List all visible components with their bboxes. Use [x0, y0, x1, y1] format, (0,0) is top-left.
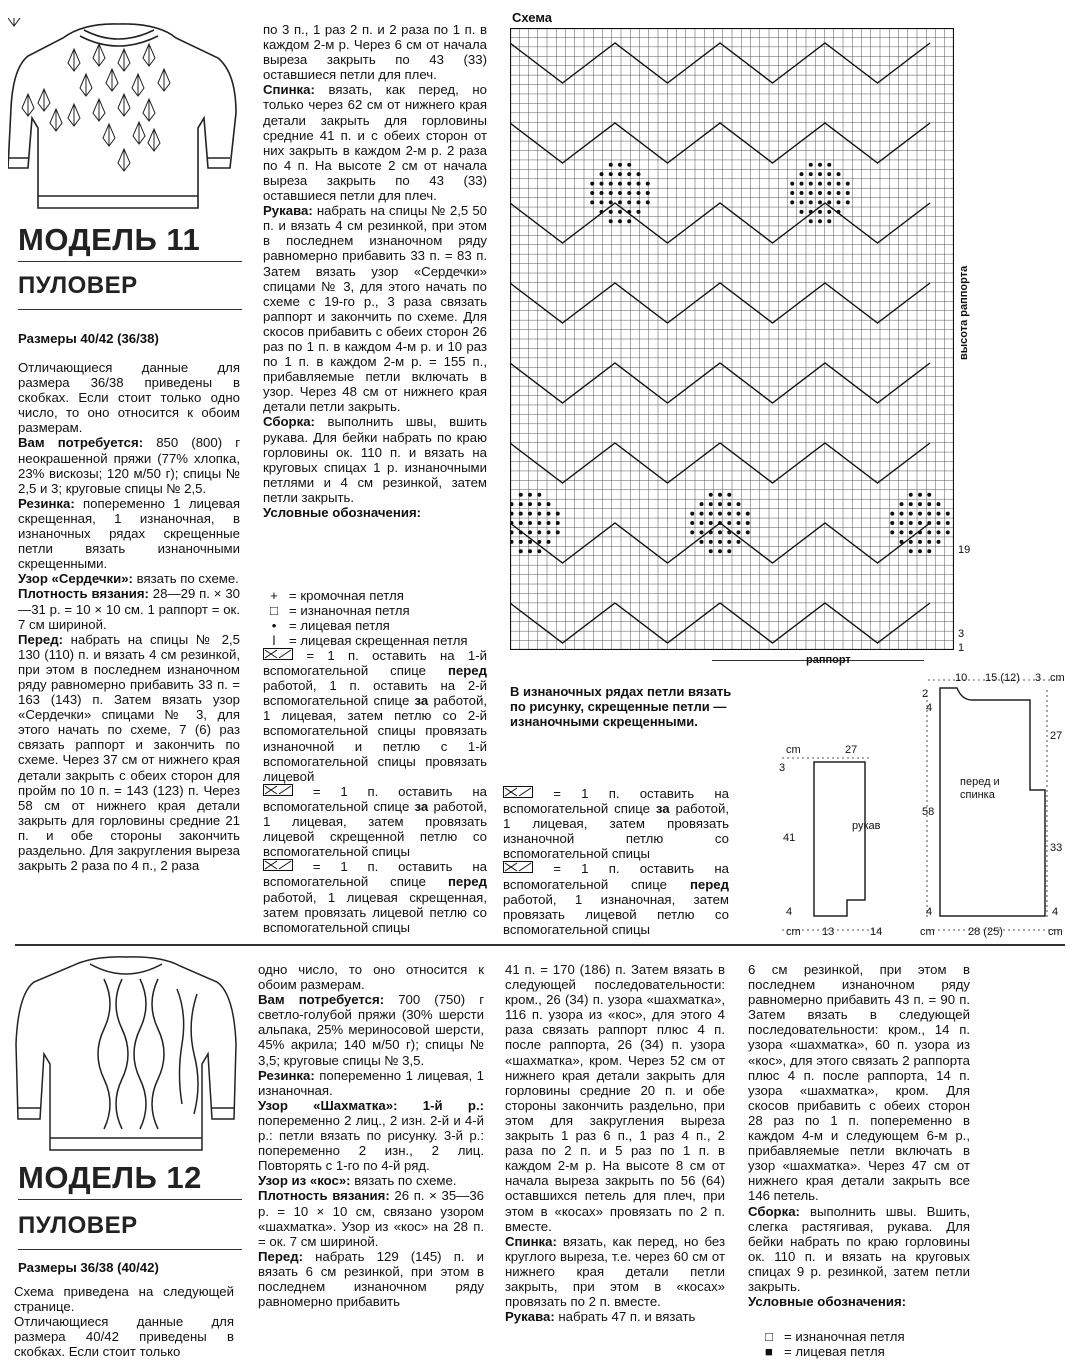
legend-symbol-icon: ■	[765, 1344, 773, 1360]
legend-symbol-icon: +	[270, 588, 278, 603]
dim-body-bottom-cm: cm	[920, 926, 935, 938]
model-11-col2-paragraph: Спинка: вязать, как перед, но только через 62 см от нижнего края детали закрыть для горловины средние 41 п. и с обеих сторон от них закрыть в каждом 2-м р. 2 раза по 4 п. На высоте 2 см от начала выреза закрыть по 43 (33) оставшиеся петли для плеч.	[263, 82, 487, 204]
legend-text: = изнаночная петля	[784, 1329, 905, 1344]
model-11-legend-row	[263, 603, 487, 618]
model-12-col3-paragraph: Спинка: вязать, как перед, но без круглого выреза, т.е. через 60 см от нижнего края детали петли закрыть, при этом в «косах» провязать по 2 п. вместе.	[505, 1233, 725, 1310]
model-11-title-rule	[18, 261, 242, 262]
cable-legend-paragraph: = 1 п. оставить на 1-й вспомогательной спице перед работой, 1 п. оставить на 2-й вспомогательной спице за работой, 1 лицевая, затем петлю со 2-й вспомогательной спицы провязать изнаночной и петлю с 1-й вспомогательной спицы провязать лицевой	[263, 648, 487, 784]
model-11-legend	[263, 588, 487, 648]
cable-symbol-icon	[263, 859, 293, 871]
dim-top-3: 3	[1035, 672, 1042, 684]
dim-top-10: 10	[955, 672, 968, 684]
model-12-col2-paragraph: Узор из «кос»: вязать по схеме.	[258, 1173, 457, 1189]
model-12-sizes: Размеры 36/38 (40/42)	[18, 1260, 159, 1275]
section-divider	[15, 944, 1065, 946]
dim-sleeve-cm: cm	[786, 744, 801, 756]
model-12-col4-paragraph: Сборка: выполнить швы. Вшить, слегка растягивая, рукава. Для бейки набрать по краю горловины ок. 110 п. и вязать на круговых спицах 9 р. резинкой, затем петли закрыть.	[748, 1203, 970, 1294]
model-11-col1-paragraph: Вам потребуется: 850 (800) г неокрашенной пряжи (77% хлопка, 23% вискозы; 120 м/50 г); спицы № 2,5 и 3; круговые спицы № 2,5.	[18, 435, 241, 496]
model-11-sizes: Размеры 40/42 (36/38)	[18, 331, 159, 346]
model-11-subtitle-rule	[18, 309, 242, 310]
cable-legend-paragraph: = 1 п. оставить на вспомогательной спице за работой, 1 лицевая, затем провязать изнаночной петлю со вспомогательной спицы	[503, 786, 729, 862]
model-12-legend	[758, 1329, 978, 1359]
model-12-col2-paragraph: одно число, то оно относится к обоим размерам.	[258, 962, 484, 993]
cable-symbol-icon	[263, 784, 293, 796]
model-12-col2-paragraph: Вам потребуется: 700 (750) г светло-голубой пряжи (30% шерсти альпака, 25% мериносовой шерсти, 45% акрила; 140 м/50 г); спицы № 3,5; круговые спицы № 3,5.	[258, 992, 485, 1068]
model-12-column-1	[14, 1284, 234, 1359]
cable-symbol-icon	[263, 648, 293, 660]
dim-body-top-left-4: 4	[926, 702, 933, 714]
model-11-col2-paragraph: Сборка: выполнить швы, вшить рукава. Для бейки набрать по краю горловины ок. 110 п. и вязать на круговых спицах 1 р. изнаночными петлями и 4 см резинкой, затем петли закрыть.	[263, 414, 487, 505]
model-11-column-2	[263, 22, 487, 520]
scheme-note: В изнаночных рядах петли вязать по рисунку, скрещенные петли — изнаночными скрещенными.	[510, 684, 732, 729]
dim-sleeve-top: 27	[845, 744, 858, 756]
dim-top-15: 15 (12)	[985, 672, 1020, 684]
cable-legend-paragraph: = 1 п. оставить на вспомогательной спице перед работой, 1 изнаночная, затем провязать лицевой петлю со вспомогательной спицы	[503, 861, 729, 937]
model-12-col4-paragraph: 6 см резинкой, при этом в последнем изнаночном ряду равномерно прибавить 43 п. = 90 п. Затем вязать в следующей последовательности: кром., 14 п. узора «шахматка», 60 п. узора из «кос», для этого связать 2 раппорта плюс 4 п. после раппорта, 14 п. узора «шахматка», кром. Для скосов прибавить с обеих сторон 28 раз по 1 п. попеременно в каждом 4-м и следующем 6-м р., прибавляемые петли включать в узор «шахматка». Через 47 см от нижнего края детали закрыть все 146 петель.	[748, 962, 970, 1204]
dim-sleeve-bottom-left: 4	[786, 906, 793, 918]
cable-symbol-icon	[503, 786, 533, 798]
model-12-subtitle-rule	[18, 1249, 242, 1250]
model-12-col2-paragraph: Резинка: попеременно 1 лицевая, 1 изнаночная.	[258, 1067, 484, 1098]
model-12-col3-paragraph: Рукава: набрать 47 п. и вязать	[505, 1309, 696, 1325]
model-12-col3-paragraph: 41 п. = 170 (186) п. Затем вязать в следующей последовательности: кром., 26 (34) п. узора «шахматка», 116 п. узора из «кос», для этого 4 раза связать раппорт плюс 4 п. после раппорта, 26 (34) п. узора «шахматка», кром. Через 52 см от нижнего края детали закрыть для горловины средние 20 п. и обе стороны закончить раздельно, при этом для закругления выреза закрыть 1 раз 6 п., 1 раз 4 п., 2 раза по 2 п. и 5 раз по 1 п. в каждом 2-м р. На высоте 8 см от начала выреза закрыть по 56 (64) оставшихся петель для плеч, при этом в «косах» провязать по 2 п. вместе.	[505, 962, 725, 1234]
model-12-legend-row	[758, 1329, 978, 1344]
legend-symbol-icon: ǀ	[272, 633, 276, 649]
sleeve-label: рукав	[852, 820, 881, 832]
body-label: перед и спинка	[960, 776, 1000, 801]
dim-body-top-left-2: 2	[922, 688, 929, 700]
legend-text: = лицевая петля	[289, 618, 390, 634]
model-12-col2-paragraph: Узор «Шахматка»: 1-й р.: попеременно 2 лиц., 2 изн. 2-й и 4-й р.: петли вязать по рисунку. 3-й р.: попеременно 2 изн., 2 лиц. Повторять с 1-го по 4-й ряд.	[258, 1097, 484, 1174]
cable-legend-paragraph: = 1 п. оставить на вспомогательной спице за работой, 1 лицевая, затем провязать лицевой скрещенной петлю со вспомогательной спицы	[263, 783, 487, 860]
model-12-col2-paragraph: Плотность вязания: 26 п. × 35—36 р. = 10 × 10 см, связано узором «шахматка». Узор из «кос» на 28 п. = ок. 7 см шириной.	[258, 1188, 485, 1249]
model-12-col1-paragraph: Отличающиеся данные для размера 40/42 приведены в скобках. Если стоит только	[14, 1314, 234, 1360]
scheme-title: Схема	[512, 10, 553, 25]
model-11-legend-row	[263, 618, 487, 633]
dim-body-bottom-right: 4	[1052, 906, 1059, 918]
dim-body-side: 58	[922, 806, 935, 818]
model-11-col2-paragraph: Условные обозначения:	[263, 505, 422, 520]
legend-text: = изнаночная петля	[289, 603, 410, 619]
dim-body-right-top: 27	[1050, 730, 1063, 742]
model-12-col4-paragraph: Условные обозначения:	[748, 1294, 907, 1310]
model-11-col1-paragraph: Плотность вязания: 28—29 п. × 30—31 р. = 10 × 10 см. 1 раппорт = ок. 7 см шириной.	[18, 586, 240, 632]
model-11-col1-paragraph: Перед: набрать на спицы № 2,5 130 (110) п. и вязать 4 см резинкой, при этом в последнем изнаночном ряду равномерно прибавить 33 п. = 163 (143) п. Затем вязать узор «Сердечки» спицами № 3, для этого начать по схеме, 7 (6) раз связать раппорт и закончить по схеме. Через 37 см от нижнего края детали закрыть с обеих сторон для пройм по 10 п. = 143 (123) п. Через 58 см от нижнего края детали закрыть для горловины средние 21 п. и обе стороны закончить раздельно. Для закругления выреза закрыть 2 раза по 4 п., 2 раза	[18, 631, 240, 874]
model-12-title-rule	[18, 1199, 242, 1200]
sweater-illustration-model-11	[8, 18, 238, 213]
cable-symbol-icon	[503, 861, 533, 873]
model-11-legend-cables	[263, 648, 487, 935]
model-11-col2-paragraph: Рукава: набрать на спицы № 2,5 50 п. и вязать 4 см резинкой, при этом в последнем изнаночном ряду равномерно прибавить 33 п. = 83 п. Затем вязать узор «Сердечки» спицами № 3, для этого начать по схеме с 19-го р., 3 раза связать раппорт и закончить по схеме. Для скосов прибавить с обеих сторон 26 раз по 1 п. в каждом 4-м р. и 10 раз по 1 п. в каждом 2-м р. = 155 п., прибавляемые петли включать в узор. Через 48 см от нижнего края детали петли закрыть.	[263, 203, 487, 415]
scheme-rapport-label: раппорт	[806, 654, 851, 666]
dim-body-bottom-width: 28 (25)	[968, 926, 1003, 938]
dim-sleeve-bottom-13: 13	[822, 926, 835, 938]
legend-symbol-icon: •	[271, 618, 277, 634]
model-12-column-3	[505, 962, 725, 1324]
dim-sleeve-bottom-14: 14	[870, 926, 883, 938]
pattern-diagram	[762, 670, 1062, 940]
model-11-subtitle: ПУЛОВЕР	[18, 272, 138, 299]
scheme-row-3: 3	[958, 628, 965, 640]
legend-symbol-icon: □	[765, 1329, 773, 1344]
scheme-side-label: высота раппорта	[958, 265, 970, 360]
dim-sleeve-bottom-cm: cm	[786, 926, 801, 938]
cable-legend-paragraph: = 1 п. оставить на вспомогательной спице перед работой, 1 лицевая скрещенная, затем провязать лицевой петлю со вспомогательной спицы	[263, 859, 487, 935]
model-11-legend-right	[503, 786, 729, 937]
model-11-legend-row	[263, 588, 487, 603]
dim-body-right-bottom: 33	[1050, 842, 1063, 854]
scheme-grid	[510, 28, 954, 650]
model-12-column-2	[258, 962, 484, 1309]
scheme-row-19: 19	[958, 544, 971, 556]
sweater-illustration-model-12	[12, 954, 240, 1154]
dim-top-cm: cm	[1050, 672, 1065, 684]
model-11-col2-paragraph: по 3 п., 1 раз 2 п. и 2 раза по 1 п. в каждом 2-м р. Через 6 см от начала выреза закрыть по 43 (33) оставшиеся петли для плеч.	[263, 22, 487, 83]
dim-sleeve-top-left: 3	[779, 762, 786, 774]
legend-symbol-icon: □	[270, 603, 278, 619]
legend-text: = лицевая скрещенная петля	[289, 633, 468, 649]
dim-sleeve-side: 41	[783, 832, 796, 844]
model-11-col1-paragraph: Отличающиеся данные для размера 36/38 приведены в скобках. Если стоит только одно число, то оно относится к обоим размерам.	[18, 360, 240, 436]
dim-body-bottom-cm-right: cm	[1048, 926, 1063, 938]
model-11-legend-row	[263, 633, 487, 648]
model-11-column-1	[18, 360, 240, 873]
model-12-column-4	[748, 962, 970, 1309]
legend-text: = кромочная петля	[289, 588, 404, 603]
model-12-legend-row	[758, 1344, 978, 1359]
model-12-col1-paragraph: Схема приведена на следующей странице.	[14, 1284, 234, 1315]
legend-text: = лицевая петля	[784, 1344, 885, 1360]
model-12-title: МОДЕЛЬ 12	[18, 1160, 202, 1195]
model-12-col2-paragraph: Перед: набрать 129 (145) п. и вязать 6 см резинкой, при этом в последнем изнаночном ряду равномерно прибавить	[258, 1248, 484, 1310]
model-11-col1-paragraph: Узор «Сердечки»: вязать по схеме.	[18, 571, 239, 587]
dim-body-bottom-left: 4	[926, 906, 933, 918]
scheme-row-1: 1	[958, 642, 965, 654]
model-11-title: МОДЕЛЬ 11	[18, 222, 201, 257]
model-12-subtitle: ПУЛОВЕР	[18, 1212, 138, 1239]
model-11-col1-paragraph: Резинка: попеременно 1 лицевая скрещенная, 1 изнаночная, в изнаночных рядах скрещенные петли вязать изнаночными скрещенными.	[18, 495, 240, 572]
